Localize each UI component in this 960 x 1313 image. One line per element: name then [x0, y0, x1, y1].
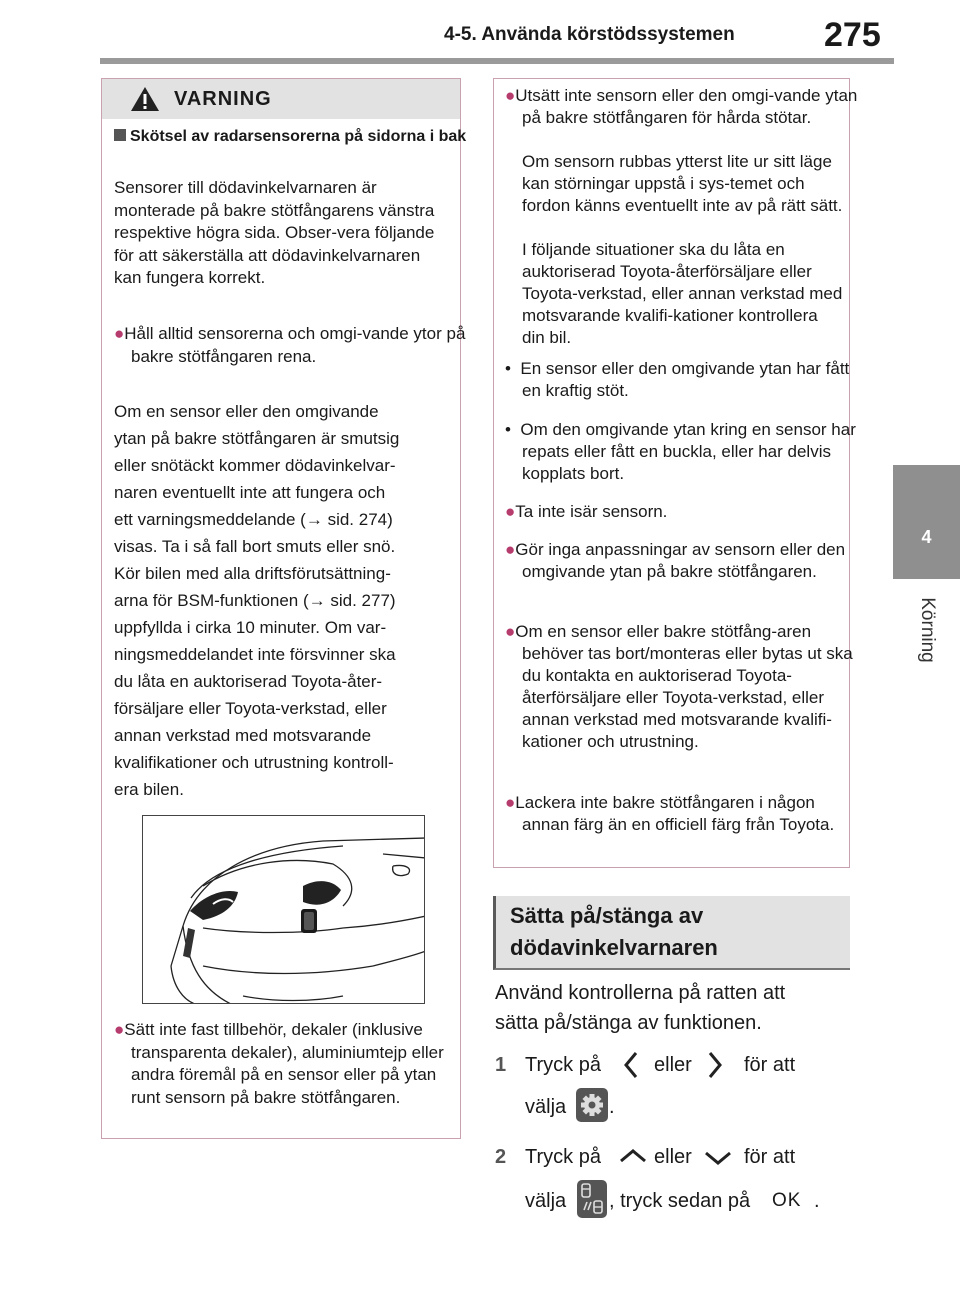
note-bullet-1-cont: Om sensorn rubbas ytterst lite ur sitt läge kan störningar uppstå i sys-temet och fordon känns eventuellt inte av på rätt sätt. — [522, 152, 843, 215]
chapter-tab — [893, 465, 960, 579]
page-number: 275 — [824, 16, 881, 54]
step-1-number: 1 — [495, 1054, 507, 1076]
chapter-number: 4 — [921, 527, 932, 547]
chevron-left-icon — [623, 1050, 639, 1080]
note-bullet-3: ●Gör inga anpassningar av sensorn eller den omgivande ytan på bakre stötfångaren. — [505, 540, 846, 581]
note-bullet-5: ●Lackera inte bakre stötfångaren i någon annan färg än en officiell färg från Toyota. — [505, 793, 835, 834]
ok-label: OK — [772, 1190, 802, 1211]
step-2-text-a: Tryck på — [525, 1146, 601, 1168]
note-bullet-4: ●Om en sensor eller bakre stötfång-aren behöver tas bort/monteras eller bytas ut ska du kontakta en auktoriserad Toyota-återförsäljare eller Toyota-verkstad, eller annan verkstad med motsvarande kvalifi-kationer och utrustning. — [505, 622, 853, 751]
step-2-text-d: välja — [525, 1190, 567, 1212]
note-dot-2: • Om den omgivande ytan kring en sensor har repats eller fått en buckla, eller har delvis kopplats bort. — [505, 420, 856, 483]
section-heading: Sätta på/stänga av dödavinkelvarnaren — [510, 903, 718, 960]
chevron-down-icon — [703, 1150, 733, 1166]
chapter-label-text: Körning — [916, 597, 938, 663]
step-2-text-e: , tryck sedan på — [609, 1190, 751, 1212]
section-intro: Använd kontrollerna på ratten att sätta på/stänga av funktionen. — [495, 982, 786, 1034]
warning-paragraph: Om en sensor eller den omgivande ytan på bakre stötfångaren är smutsig eller snötäckt kommer dödavinkelvar- naren eventuellt inte att fungera och ett varningsmeddelande (→ sid. 274) visas. Ta i så fall bort smuts eller snö. Kör bilen med alla driftsförutsättning- arna för BSM-funktionen (→ sid. 277) uppfyllda i cirka 10 minuter. Om var- ningsmeddelandet inte försvinner ska du låta en auktoriserad Toyota-åter- försäljare eller Toyota-verkstad, eller annan verkstad med motsvarande kvalifikationer och utrustning kontroll- era bilen. — [114, 402, 400, 799]
step-2-text-f: . — [814, 1190, 820, 1212]
warning-bullet-2: ●Sätt inte fast tillbehör, dekaler (inklusive transparenta dekaler), aluminiumtejp eller andra föremål på en sensor eller på ytan runt sensorn på bakre stötfångaren. — [114, 1020, 444, 1107]
header-rule — [100, 58, 894, 64]
note-dot-1: • En sensor eller den omgivande ytan har fått en kraftig stöt. — [505, 359, 850, 400]
step-1-text-b: eller — [654, 1054, 692, 1076]
step-2-text-c: för att — [744, 1146, 796, 1168]
bsm-icon — [577, 1180, 607, 1218]
chapter-label — [893, 590, 960, 670]
chevron-right-icon — [707, 1050, 723, 1080]
step-2-number: 2 — [495, 1146, 507, 1168]
gear-icon — [576, 1088, 608, 1122]
warning-intro: Sensorer till dödavinkelvarnaren är monterade på bakre stötfångarens vänstra respektive högra sida. Obser-vera följande för att säkerställa att dödavinkelvarnaren kan fungera korrekt. — [114, 178, 435, 287]
step-1-text-e: . — [609, 1096, 615, 1118]
note-bullet-1: ●Utsätt inte sensorn eller den omgi-vande ytan på bakre stötfångaren för hårda stötar. — [505, 86, 858, 127]
notes-box — [493, 78, 858, 868]
car-rear-illustration — [142, 815, 425, 1004]
note-bullet-1-cont2: I följande situationer ska du låta en auktoriserad Toyota-återförsäljare eller Toyota-verkstad, eller annan verkstad med motsvarande kvalifi-kationer kontrollera din bil. — [522, 240, 843, 347]
section-heading-box — [493, 896, 850, 970]
step-1-text-a: Tryck på — [525, 1054, 601, 1076]
warning-bullet-1: ●Håll alltid sensorerna och omgi-vande ytor på bakre stötfångaren rena. — [114, 324, 466, 366]
warning-title: VARNING — [174, 88, 272, 110]
note-bullet-2: ●Ta inte isär sensorn. — [505, 502, 668, 521]
car-sensor-image — [143, 816, 425, 1004]
step-1-text-c: för att — [744, 1054, 796, 1076]
step-2-text-b: eller — [654, 1146, 692, 1168]
step-1-text-d: välja — [525, 1096, 567, 1118]
warning-triangle-icon — [130, 86, 160, 112]
warning-header — [102, 79, 460, 119]
section-title: 4-5. Använda körstödssystemen — [444, 24, 735, 45]
warning-heading: Skötsel av radarsensorerna på sidorna i bak — [114, 126, 471, 147]
chevron-up-icon — [618, 1148, 648, 1164]
